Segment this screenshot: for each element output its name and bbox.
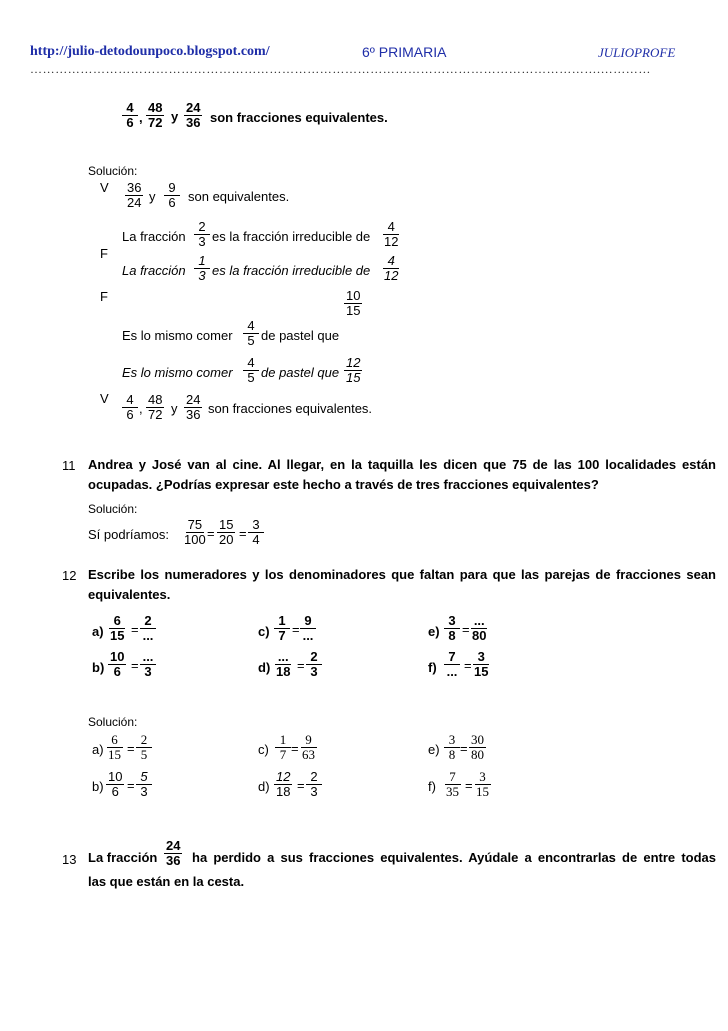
item-label: a) xyxy=(92,742,104,757)
equals-sign: = xyxy=(239,526,247,541)
false-mark: F xyxy=(100,289,108,304)
fraction: $\frac{3}{4}$ xyxy=(248,518,264,547)
conjunction-y: y xyxy=(171,401,178,416)
fraction: ... 18 xyxy=(276,649,291,679)
equals-sign: = xyxy=(297,658,305,673)
fraction: $\frac{3}{15}$ xyxy=(474,649,489,679)
fraction: $\frac{15}{20}$ xyxy=(219,517,234,547)
fraction: $\frac{24}{36}$ xyxy=(166,838,181,868)
equals-sign: = xyxy=(297,778,305,793)
fraction: $\frac{4}{12}$ xyxy=(384,219,399,249)
true-mark: V xyxy=(100,180,109,195)
question-text: las que están en la cesta. xyxy=(88,874,245,889)
conjunction-y: y xyxy=(171,109,179,124)
fraction: $\frac{4}{6}$ xyxy=(122,393,138,422)
equals-sign: = xyxy=(127,741,135,756)
fraction: ... 80 xyxy=(472,613,487,643)
false-mark: F xyxy=(100,246,108,261)
fraction: $\frac{2}{3}$ xyxy=(306,650,322,679)
header-separator: ……………………………………………………………………………………………………………………….………… xyxy=(30,62,651,76)
question-text: Andrea y José van al cine. Al llegar, en la taquilla les dicen que 75 de las 100 localidades están ocupadas. ¿Podrías expresar este hecho a través de tres fracciones equivalentes? xyxy=(88,457,716,492)
equals-sign: = xyxy=(464,658,472,673)
fraction: ... 3 xyxy=(140,650,156,679)
fraction: 7 ... xyxy=(444,650,460,679)
solution-label: Solución: xyxy=(88,502,138,516)
equals-sign: = xyxy=(292,622,300,637)
fraction: 2 ... xyxy=(140,614,156,643)
statement-text: de pastel que xyxy=(261,365,340,380)
statement-text: son fracciones equivalentes. xyxy=(210,110,388,125)
item-label: d) xyxy=(258,660,271,675)
equals-sign: = xyxy=(127,778,135,793)
equals-sign: = xyxy=(462,622,470,637)
fraction: $\frac{9}{63}$ xyxy=(302,732,315,762)
solution-label: Solución: xyxy=(88,164,138,178)
item-label: e) xyxy=(428,742,440,757)
equals-sign: = xyxy=(291,741,299,756)
item-label: b) xyxy=(92,660,105,675)
item-label: c) xyxy=(258,742,269,757)
statement-text: La fracción xyxy=(122,229,186,244)
statement-text: de pastel que xyxy=(261,328,340,343)
question-number: 11 xyxy=(62,458,76,473)
fraction: $\frac{4}{5}$ xyxy=(243,319,259,348)
blog-url-link[interactable]: http://julio-detodounpoco.blogspot.com/ xyxy=(30,44,270,59)
comma: , xyxy=(139,401,143,416)
fraction: $\frac{24}{36}$ xyxy=(186,100,201,130)
equals-sign: = xyxy=(460,741,468,756)
statement-text: Es lo mismo comer xyxy=(122,365,233,380)
item-label: b) xyxy=(92,779,104,794)
fraction: $\frac{1}{7}$ xyxy=(275,733,291,762)
item-label: c) xyxy=(258,624,270,639)
fraction: $\frac{3}{15}$ xyxy=(476,769,489,799)
conjunction-y: y xyxy=(149,189,156,204)
statement-text: Es lo mismo comer xyxy=(122,328,233,343)
equals-sign: = xyxy=(207,526,215,541)
grade-label: 6º PRIMARIA xyxy=(362,44,447,60)
item-label: f) xyxy=(428,660,437,675)
fraction: $\frac{48}{72}$ xyxy=(148,392,163,422)
equals-sign: = xyxy=(131,658,139,673)
fraction: $\frac{6}{15}$ xyxy=(110,613,125,643)
fraction: $\frac{24}{36}$ xyxy=(186,392,201,422)
fraction: $\frac{48}{72}$ xyxy=(148,100,163,130)
equals-sign: = xyxy=(131,622,139,637)
statement-text: son equivalentes. xyxy=(188,189,290,204)
statement-text: es la fracción irreducible de xyxy=(212,263,371,278)
fraction: $\frac{12}{15}$ xyxy=(346,355,361,385)
equals-sign: = xyxy=(465,778,473,793)
fraction: $\frac{75}{100}$ xyxy=(184,517,206,547)
comma: , xyxy=(139,110,143,125)
fraction: $\frac{3}{8}$ xyxy=(444,614,460,643)
fraction: $\frac{10}{6}$ xyxy=(108,769,123,799)
item-label: a) xyxy=(92,624,104,639)
fraction: $\frac{30}{80}$ xyxy=(471,732,484,762)
statement-text: La fracción xyxy=(122,263,186,278)
item-label: e) xyxy=(428,624,440,639)
question-text: Escribe los numeradores y los denominadores que faltan para que las parejas de fracciones sean equivalentes. xyxy=(88,567,716,602)
fraction: 9 ... xyxy=(300,614,316,643)
item-label: d) xyxy=(258,779,270,794)
fraction: $\frac{1}{3}$ xyxy=(194,254,210,283)
statement-text: son fracciones equivalentes. xyxy=(208,401,373,416)
question-number: 13 xyxy=(62,852,77,867)
fraction: $\frac{4}{12}$ xyxy=(384,253,399,283)
fraction: $\frac{2}{3}$ xyxy=(194,220,210,249)
fraction: $\frac{10}{15}$ xyxy=(346,288,361,318)
fraction: $\frac{2}{5}$ xyxy=(136,733,152,762)
fraction: $\frac{10}{6}$ xyxy=(110,649,125,679)
item-label: f) xyxy=(428,779,436,794)
fraction: $\frac{5}{3}$ xyxy=(136,770,152,799)
solution-label: Solución: xyxy=(88,715,138,729)
fraction: $\frac{2}{3}$ xyxy=(306,770,322,799)
true-mark: V xyxy=(100,391,109,406)
statement-text: es la fracción irreducible de xyxy=(212,229,371,244)
fraction: $\frac{36}{24}$ xyxy=(127,180,142,210)
fraction: $\frac{3}{8}$ xyxy=(444,733,460,762)
fraction: $\frac{12}{18}$ xyxy=(276,769,291,799)
answer-text: Sí podríamos: xyxy=(88,527,169,542)
question-number: 12 xyxy=(62,568,77,583)
fraction: $\frac{9}{6}$ xyxy=(164,181,180,210)
fraction: $\frac{1}{7}$ xyxy=(274,614,290,643)
author-label: JULIOPROFE xyxy=(598,45,676,60)
fraction: $\frac{6}{15}$ xyxy=(108,732,121,762)
fraction: $\frac{4}{5}$ xyxy=(243,356,259,385)
question-text: La fracción xyxy=(88,850,158,865)
fraction: $\frac{7}{35}$ xyxy=(446,769,459,799)
question-text: ha perdido a sus fracciones equivalentes. Ayúdale a encontrarlas de entre todas xyxy=(192,850,716,865)
fraction: $\frac{4}{6}$ xyxy=(122,101,138,130)
